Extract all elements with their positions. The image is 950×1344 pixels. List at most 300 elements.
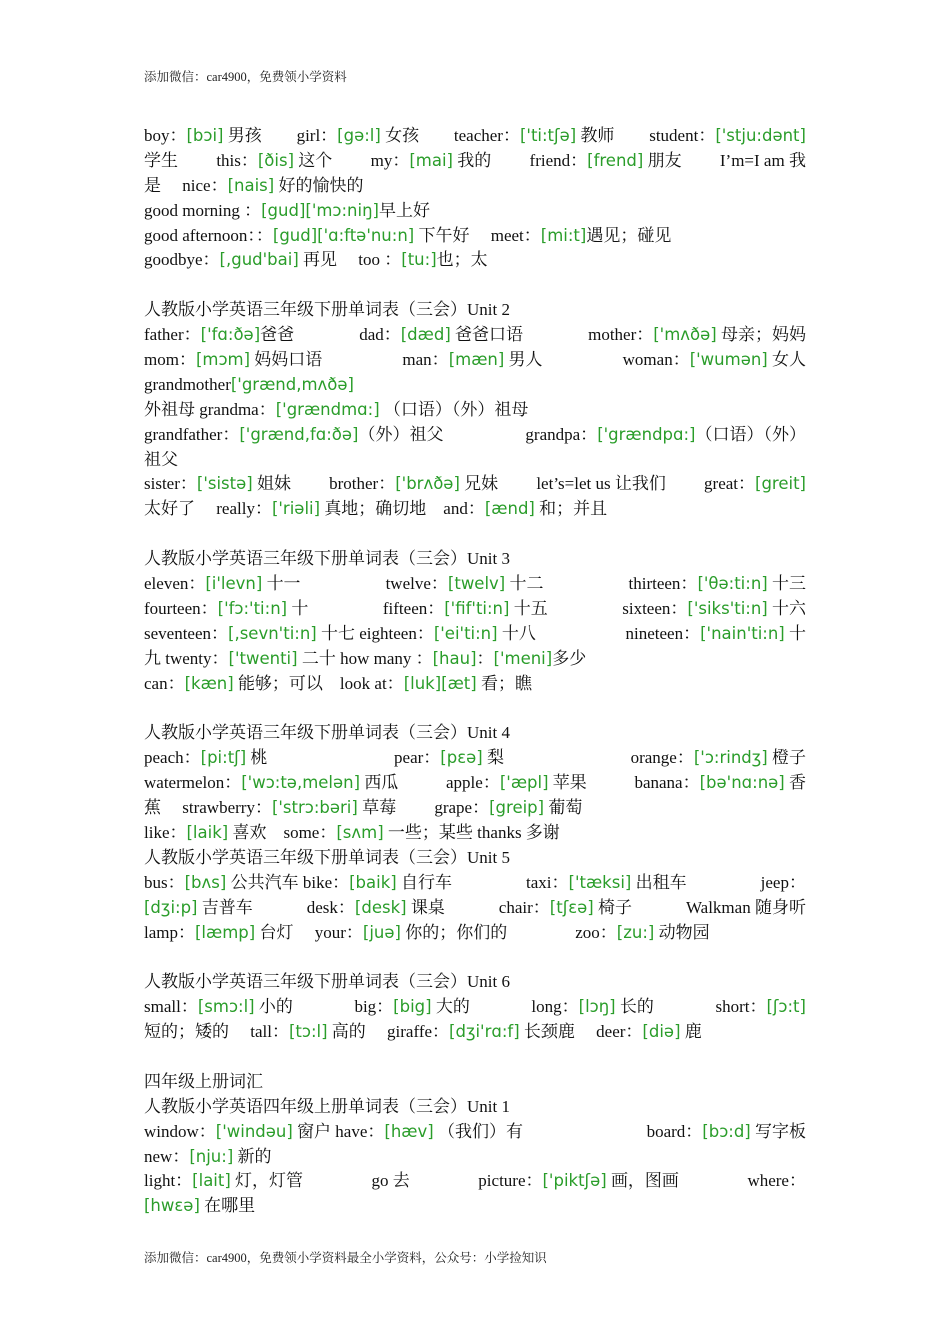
- word-text: can：: [144, 673, 185, 693]
- word-text: 下午好 meet：: [414, 225, 541, 245]
- phonetic-transcription: [læmp]: [195, 922, 256, 942]
- word-text: lamp：: [144, 922, 195, 942]
- vocab-entry: [144, 723, 510, 742]
- word-text: 十: [287, 598, 309, 618]
- vocab-entry: [446, 771, 587, 796]
- word-text: 妈妈口语: [250, 350, 323, 370]
- vocab-entry: [144, 226, 671, 245]
- word-text: 女人: [767, 350, 806, 370]
- word-text: where：: [747, 1171, 806, 1191]
- phonetic-transcription: ['windəu]: [215, 1121, 293, 1141]
- word-text: 小的: [254, 997, 293, 1017]
- phonetic-transcription: [greip]: [489, 798, 545, 818]
- vocabulary-list: [144, 124, 806, 1219]
- word-text: 十: [784, 623, 806, 643]
- text-line: [144, 871, 806, 896]
- phonetic-transcription: ['wɔ:tə,melən]: [241, 773, 361, 793]
- phonetic-transcription: [ænd]: [484, 499, 535, 519]
- phonetic-transcription: ['twenti]: [228, 648, 298, 668]
- vocab-entry: [649, 124, 806, 149]
- phonetic-transcription: [dæd]: [400, 325, 451, 345]
- phonetic-transcription: ['fɑ:ðə]: [200, 325, 261, 345]
- vocab-entry: [216, 149, 332, 174]
- vocab-entry: [631, 746, 806, 771]
- phonetic-transcription: [i'levn]: [205, 574, 263, 594]
- vocab-entry: [144, 771, 398, 796]
- word-text: 九 twenty：: [144, 648, 229, 668]
- vocab-entry: [144, 1120, 523, 1145]
- word-text: nineteen：: [625, 623, 701, 643]
- vocab-entry: [144, 1147, 272, 1166]
- phonetic-transcription: ['brʌðə]: [395, 474, 460, 494]
- word-text: 你的；你们的 zoo：: [400, 922, 617, 942]
- vocab-entry: [144, 1072, 263, 1091]
- word-text: woman：: [622, 350, 690, 370]
- text-line: [144, 224, 806, 249]
- word-text: 遇见；碰见: [586, 225, 672, 245]
- vocab-entry: [720, 149, 806, 174]
- vocab-entry: [144, 995, 293, 1020]
- vocab-entry: [144, 622, 536, 647]
- word-text: seventeen：: [144, 623, 229, 643]
- text-line: [144, 746, 806, 771]
- text-line: [144, 572, 806, 597]
- word-text: mother：: [588, 325, 654, 345]
- vocab-entry: [525, 423, 806, 448]
- word-text: grandfather：: [144, 424, 240, 444]
- word-text: 喜欢 some：: [228, 822, 337, 842]
- vocab-entry: [144, 499, 607, 518]
- vocab-entry: [144, 201, 430, 220]
- phonetic-transcription: ['æpl]: [499, 773, 549, 793]
- phonetic-transcription: ['fɔ:'ti:n]: [217, 598, 288, 618]
- word-text: （口语）（外）祖母: [379, 399, 529, 419]
- vocab-entry: [144, 823, 560, 842]
- phonetic-transcription: ['ti:tʃə]: [519, 126, 577, 145]
- vocab-entry: [144, 972, 510, 991]
- vocab-entry: [647, 1120, 806, 1145]
- word-text: 十七 eighteen：: [316, 623, 434, 643]
- phonetic-transcription: [tɔ:l]: [288, 1022, 328, 1042]
- text-line: [144, 597, 806, 622]
- vocab-entry: [144, 572, 301, 597]
- word-text: 早上好: [379, 200, 430, 220]
- vocab-entry: [144, 124, 262, 149]
- vocab-entry: [747, 1169, 806, 1194]
- word-text: 吉普车: [197, 897, 253, 917]
- word-text: picture：: [478, 1171, 543, 1191]
- word-text: banana：: [634, 773, 700, 793]
- word-text: thirteen：: [628, 574, 698, 594]
- text-line: [144, 124, 806, 149]
- vocab-entry: [530, 149, 682, 174]
- word-text: 人教版小学英语三年级下册单词表（三会）Unit 2: [144, 300, 510, 320]
- word-text: fifteen：: [382, 598, 445, 618]
- word-text: 桃: [246, 748, 268, 768]
- word-text: 自行车: [396, 872, 452, 892]
- word-text: 出租车: [631, 872, 687, 892]
- phonetic-transcription: ['ei'ti:n]: [433, 623, 498, 643]
- text-line: [144, 921, 806, 946]
- phonetic-transcription: ['tæksi]: [568, 872, 632, 892]
- word-text: mom：: [144, 350, 196, 370]
- vocab-entry: [588, 323, 806, 348]
- word-text: fourteen：: [144, 598, 218, 618]
- phonetic-transcription: [hæv]: [384, 1121, 434, 1141]
- word-text: 长的: [615, 997, 654, 1017]
- word-text: short：: [715, 997, 767, 1017]
- phonetic-transcription: [hau]: [432, 648, 477, 668]
- word-text: 十五: [509, 598, 548, 618]
- blank-line: [144, 522, 806, 547]
- word-text: 外祖母 grandma：: [144, 399, 276, 419]
- vocab-entry: [144, 450, 178, 469]
- phonetic-transcription: ['stju:dənt]: [715, 126, 806, 145]
- phonetic-transcription: [mi:t]: [540, 225, 587, 245]
- vocab-entry: [626, 622, 806, 647]
- word-text: bus：: [144, 872, 185, 892]
- phonetic-transcription: [bɔ:d]: [702, 1121, 751, 1141]
- text-line: [144, 970, 806, 995]
- word-text: desk：: [306, 897, 355, 917]
- word-text: girl：: [296, 126, 338, 145]
- vocab-entry: [383, 597, 548, 622]
- word-text: student：: [649, 126, 716, 145]
- vocab-entry: [371, 149, 492, 174]
- vocab-entry: [144, 1196, 255, 1215]
- word-text: eleven：: [144, 574, 206, 594]
- vocab-entry: [144, 871, 452, 896]
- page-header: 添加微信：car4900，免费领小学资料: [144, 70, 347, 84]
- word-text: new：: [144, 1146, 190, 1166]
- phonetic-transcription: [dʒi:p]: [144, 897, 198, 917]
- phonetic-transcription: [gud]['mɔ:niŋ]: [261, 200, 379, 220]
- phonetic-transcription: [big]: [393, 997, 432, 1017]
- text-line: [144, 647, 806, 672]
- word-text: 草莓 grape：: [357, 798, 490, 818]
- vocab-entry: [144, 176, 363, 195]
- vocab-entry: [454, 124, 615, 149]
- word-text: 十一: [262, 574, 301, 594]
- phonetic-transcription: [ðis]: [257, 150, 295, 170]
- phonetic-transcription: [dʒi'rɑ:f]: [449, 1022, 520, 1042]
- word-text: 在哪里: [199, 1196, 256, 1216]
- word-text: jeep：: [760, 872, 806, 892]
- word-text: 课桌: [406, 897, 445, 917]
- word-text: 窗户 have：: [292, 1121, 385, 1141]
- vocab-entry: [686, 896, 806, 921]
- phonetic-transcription: [baik]: [349, 872, 397, 892]
- text-line: [144, 423, 806, 448]
- vocab-entry: [402, 348, 542, 373]
- word-text: I’m=I am 我: [719, 150, 806, 170]
- word-text: 十二: [505, 574, 544, 594]
- phonetic-transcription: [sʌm]: [336, 822, 384, 842]
- word-text: 蕉 strawberry：: [144, 798, 272, 818]
- word-text: 和；并且: [534, 499, 608, 519]
- text-line: [144, 1145, 806, 1170]
- word-text: small：: [144, 997, 198, 1017]
- text-line: [144, 448, 806, 473]
- phonetic-transcription: [tʃɛə]: [549, 897, 594, 917]
- word-text: teacher：: [453, 126, 520, 145]
- vocab-entry: [526, 871, 687, 896]
- word-text: 能够；可以 look at：: [233, 673, 404, 693]
- text-line: [144, 1020, 806, 1045]
- text-line: [144, 896, 806, 921]
- vocab-entry: [297, 124, 420, 149]
- phonetic-transcription: ['grænd,fɑ:ðə]: [239, 424, 359, 444]
- phonetic-transcription: [tu:]: [401, 250, 437, 270]
- word-text: apple：: [446, 773, 500, 793]
- word-text: 看；瞧: [476, 673, 532, 693]
- word-text: long：: [531, 997, 579, 1017]
- text-line: [144, 547, 806, 572]
- word-text: 真地；确切地 and：: [320, 499, 485, 519]
- blank-line: [144, 696, 806, 721]
- word-text: peach：: [144, 748, 201, 768]
- phonetic-transcription: ['meni]: [493, 648, 553, 668]
- text-line: [144, 771, 806, 796]
- phonetic-transcription: ['sistə]: [196, 474, 253, 494]
- phonetic-transcription: [juə]: [362, 922, 401, 942]
- vocab-entry: [394, 746, 504, 771]
- vocab-entry: [704, 472, 806, 497]
- vocab-entry: [329, 472, 498, 497]
- phonetic-transcription: [bʌs]: [184, 872, 227, 892]
- blank-line: [144, 945, 806, 970]
- phonetic-transcription: ['grændpɑ:]: [597, 424, 696, 444]
- phonetic-transcription: [gud]['ɑ:ftə'nu:n]: [272, 225, 415, 245]
- word-text: 教师: [576, 126, 615, 145]
- word-text: 画，图画: [606, 1171, 679, 1191]
- word-text: watermelon：: [144, 773, 242, 793]
- vocab-entry: [144, 149, 178, 174]
- word-text: brother：: [329, 474, 396, 494]
- word-text: 二十 how many ：: [297, 648, 433, 668]
- vocab-entry: [715, 995, 806, 1020]
- word-text: （口语）（外）: [695, 424, 806, 444]
- vocab-entry: [536, 472, 666, 497]
- word-text: 也；太: [436, 250, 488, 270]
- phonetic-transcription: ['riəli]: [271, 499, 321, 519]
- text-line: [144, 1120, 806, 1145]
- vocab-entry: [144, 1169, 303, 1194]
- phonetic-transcription: ['nain'ti:n]: [700, 623, 785, 643]
- word-text: 橙子: [767, 748, 806, 768]
- phonetic-transcription: [gə:l]: [337, 126, 381, 145]
- word-text: board：: [646, 1121, 703, 1141]
- word-text: sixteen：: [622, 598, 688, 618]
- phonetic-transcription: [desk]: [354, 897, 407, 917]
- text-line: [144, 248, 806, 273]
- word-text: 学生: [144, 150, 178, 170]
- phonetic-transcription: [smɔ:l]: [197, 997, 255, 1017]
- phonetic-transcription: ['grænd,mʌðə]: [230, 374, 354, 394]
- phonetic-transcription: [ʃɔ:t]: [766, 997, 806, 1017]
- page-footer: 添加微信：car4900，免费领小学资料最全小学资料，公众号：小学捡知识: [144, 1251, 547, 1265]
- text-line: [144, 672, 806, 697]
- vocab-entry: [144, 300, 510, 319]
- word-text: 朋友: [643, 150, 682, 170]
- word-text: （外）祖父: [358, 424, 444, 444]
- phonetic-transcription: [greit]: [755, 474, 806, 494]
- word-text: 好的愉快的: [274, 175, 364, 195]
- text-line: [144, 821, 806, 846]
- text-line: [144, 995, 806, 1020]
- word-text: big：: [354, 997, 394, 1017]
- vocab-entry: [623, 348, 806, 373]
- word-text: grandpa：: [525, 424, 598, 444]
- word-text: 女孩: [380, 126, 420, 145]
- vocab-entry: [144, 896, 253, 921]
- text-line: [144, 1095, 806, 1120]
- word-text: 人教版小学英语三年级下册单词表（三会）Unit 5: [144, 847, 510, 867]
- word-text: 短的；矮的 tall：: [144, 1022, 289, 1042]
- word-text: this：: [216, 150, 258, 170]
- word-text: man：: [402, 350, 449, 370]
- word-text: sister：: [144, 474, 197, 494]
- word-text: taxi：: [526, 872, 569, 892]
- vocab-entry: [531, 995, 653, 1020]
- phonetic-transcription: ['siks'ti:n]: [687, 598, 768, 618]
- vocab-entry: [144, 549, 510, 568]
- phonetic-transcription: [nais]: [227, 175, 275, 195]
- word-text: goodbye：: [144, 250, 220, 270]
- word-text: 高的 giraffe：: [327, 1022, 450, 1042]
- word-text: 十八: [497, 623, 536, 643]
- phonetic-transcription: [bə'nɑ:nə]: [699, 773, 785, 793]
- word-text: good afternoon：：: [144, 225, 273, 245]
- word-text: 是 nice：: [144, 175, 228, 195]
- blank-line: [144, 273, 806, 298]
- text-line: [144, 298, 806, 323]
- vocab-entry: [144, 798, 582, 817]
- word-text: 动物园: [654, 922, 710, 942]
- vocab-entry: [634, 771, 806, 796]
- phonetic-transcription: [lait]: [192, 1171, 231, 1191]
- word-text: 写字板: [750, 1121, 806, 1141]
- phonetic-transcription: [twelv]: [447, 574, 506, 594]
- vocab-entry: [354, 995, 469, 1020]
- word-text: 苹果: [548, 773, 587, 793]
- vocab-entry: [144, 746, 267, 771]
- text-line: [144, 348, 806, 373]
- word-text: 我的: [452, 150, 492, 170]
- vocab-entry: [144, 1022, 702, 1041]
- blank-line: [144, 1045, 806, 1070]
- word-text: twelve：: [385, 574, 448, 594]
- vocab-entry: [144, 375, 354, 394]
- word-text: 人教版小学英语四年级上册单词表（三会）Unit 1: [144, 1096, 510, 1116]
- text-line: [144, 174, 806, 199]
- phonetic-transcription: [,sevn'ti:n]: [228, 623, 317, 643]
- word-text: 鹿: [680, 1022, 702, 1042]
- text-line: [144, 323, 806, 348]
- phonetic-transcription: [lɔŋ]: [578, 997, 616, 1017]
- text-line: [144, 373, 806, 398]
- word-text: dad：: [359, 325, 401, 345]
- phonetic-transcription: ['mʌðə]: [653, 325, 717, 345]
- phonetic-transcription: [mæn]: [448, 350, 505, 370]
- word-text: father：: [144, 325, 201, 345]
- text-line: [144, 398, 806, 423]
- phonetic-transcription: [frend]: [587, 150, 644, 170]
- phonetic-transcription: [pi:tʃ]: [200, 748, 247, 768]
- text-line: [144, 149, 806, 174]
- word-text: 梨: [482, 748, 504, 768]
- phonetic-transcription: [kæn]: [184, 673, 234, 693]
- vocab-entry: [478, 1169, 679, 1194]
- vocab-entry: [144, 649, 586, 668]
- word-text: 再见 too ：: [298, 250, 402, 270]
- phonetic-transcription: [mai]: [409, 150, 453, 170]
- word-text: 祖父: [144, 449, 178, 469]
- phonetic-transcription: ['ɔ:rindʒ]: [693, 748, 768, 768]
- vocab-entry: [144, 348, 322, 373]
- word-text: 姐妹: [252, 474, 291, 494]
- vocab-entry: [359, 323, 523, 348]
- phonetic-transcription: ['strɔ:bəri]: [271, 798, 358, 818]
- phonetic-transcription: [hwεə]: [144, 1196, 200, 1216]
- phonetic-transcription: ['piktʃə]: [542, 1171, 607, 1191]
- word-text: 香: [784, 773, 806, 793]
- word-text: 人教版小学英语三年级下册单词表（三会）Unit 6: [144, 972, 510, 992]
- word-text: 男孩: [223, 126, 262, 145]
- word-text: my：: [370, 150, 410, 170]
- phonetic-transcription: ['wumən]: [689, 350, 768, 370]
- vocab-entry: [622, 597, 806, 622]
- vocab-entry: [144, 323, 294, 348]
- vocab-entry: [499, 896, 632, 921]
- word-text: 新的: [233, 1146, 272, 1166]
- vocab-entry: [144, 250, 488, 269]
- phonetic-transcription: ['θə:ti:n]: [697, 574, 768, 594]
- vocab-entry: [144, 674, 532, 693]
- word-text: 爸爸口语: [450, 325, 524, 345]
- vocab-entry: [144, 423, 443, 448]
- vocab-entry: [629, 572, 806, 597]
- word-text: 四年级上册词汇: [144, 1071, 263, 1091]
- word-text: 十三: [767, 574, 806, 594]
- word-text: 公共汽车 bike：: [226, 872, 350, 892]
- word-text: 多少: [552, 648, 587, 668]
- vocab-entry: [307, 896, 445, 921]
- word-text: 大的: [431, 997, 470, 1017]
- word-text: 一些；某些 thanks 多谢: [383, 822, 560, 842]
- text-line: [144, 497, 806, 522]
- word-text: 太好了 really：: [144, 499, 272, 519]
- word-text: 十六: [767, 598, 806, 618]
- text-line: [144, 472, 806, 497]
- word-text: friend：: [529, 150, 588, 170]
- text-line: [144, 846, 806, 871]
- word-text: orange：: [630, 748, 694, 768]
- vocab-entry: [761, 871, 806, 896]
- vocab-entry: [386, 572, 544, 597]
- text-line: [144, 796, 806, 821]
- vocab-entry: [372, 1169, 410, 1194]
- text-line: [144, 1194, 806, 1219]
- word-text: 椅子: [593, 897, 632, 917]
- word-text: 人教版小学英语三年级下册单词表（三会）Unit 4: [144, 723, 510, 743]
- word-text: window：: [144, 1121, 216, 1141]
- phonetic-transcription: [zu:]: [616, 922, 655, 942]
- word-text: pear：: [394, 748, 441, 768]
- phonetic-transcription: ['fif'ti:n]: [444, 598, 510, 618]
- word-text: Walkman 随身听: [685, 897, 806, 917]
- phonetic-transcription: [,gud'bai]: [219, 250, 299, 270]
